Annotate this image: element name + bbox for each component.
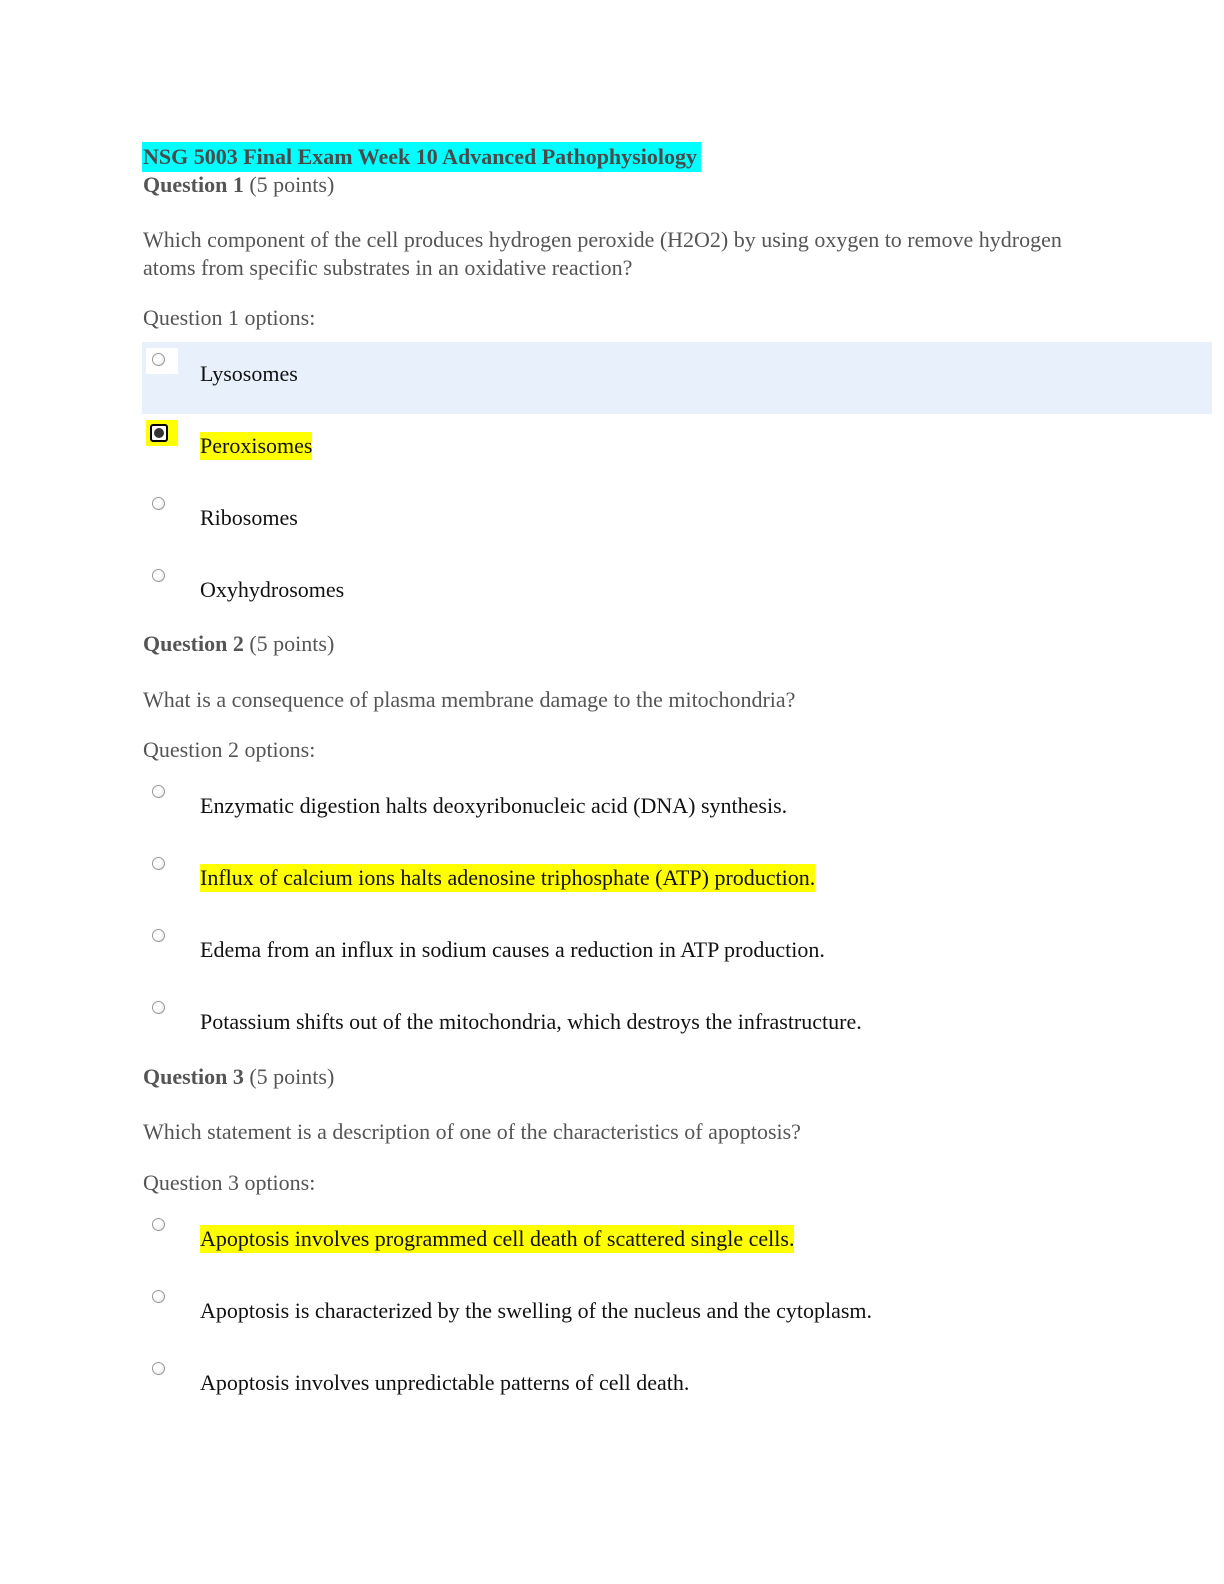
option-text: Oxyhydrosomes <box>200 577 345 602</box>
question-1-option-3[interactable] <box>142 486 1212 558</box>
radio-wrap <box>146 924 178 950</box>
radio-wrap <box>146 1285 178 1311</box>
question-2-option-3[interactable] <box>142 918 1212 990</box>
radio-button-icon[interactable] <box>152 929 165 942</box>
question-1-option-4[interactable] <box>142 558 1212 630</box>
option-text: Apoptosis involves unpredictable patterns of cell death. <box>200 1370 690 1395</box>
radio-wrap <box>146 852 178 878</box>
radio-wrap <box>146 996 178 1022</box>
option-text: Enzymatic digestion halts deoxyribonucleic acid (DNA) synthesis. <box>200 793 788 818</box>
question-2-text: What is a consequence of plasma membrane damage to the mitochondria? <box>143 687 796 712</box>
question-1-header <box>143 171 334 199</box>
radio-button-icon[interactable] <box>152 1218 165 1231</box>
question-2-option-2[interactable] <box>142 846 1212 918</box>
radio-wrap <box>146 348 178 374</box>
question-1-points: (5 points) <box>249 172 335 197</box>
option-text: Apoptosis is characterized by the swelling of the nucleus and the cytoplasm. <box>200 1298 873 1323</box>
question-2-options-label: Question 2 options: <box>143 737 316 762</box>
question-3-option-1[interactable] <box>142 1207 1212 1279</box>
question-3-option-3[interactable] <box>142 1351 1212 1423</box>
radio-button-icon[interactable] <box>152 1290 165 1303</box>
radio-button-icon[interactable] <box>152 353 165 366</box>
radio-button-icon[interactable] <box>152 497 165 510</box>
option-text: Influx of calcium ions halts adenosine triphosphate (ATP) production. <box>200 865 816 890</box>
question-3-header <box>143 1063 334 1091</box>
question-3-label: Question 3 <box>143 1064 244 1089</box>
question-2-label: Question 2 <box>143 631 244 656</box>
radio-wrap <box>146 492 178 518</box>
radio-button-icon[interactable] <box>152 1362 165 1375</box>
radio-wrap <box>146 420 178 446</box>
radio-wrap <box>146 1357 178 1383</box>
option-text: Potassium shifts out of the mitochondria, which destroys the infrastructure. <box>200 1009 862 1034</box>
radio-wrap <box>146 780 178 806</box>
radio-wrap <box>146 564 178 590</box>
question-3-text: Which statement is a description of one of the characteristics of apoptosis? <box>143 1119 801 1144</box>
question-2-option-4[interactable] <box>142 990 1212 1062</box>
radio-wrap <box>146 1213 178 1239</box>
question-2-header <box>143 630 334 658</box>
radio-button-icon[interactable] <box>152 569 165 582</box>
question-3-points: (5 points) <box>249 1064 335 1089</box>
option-text: Edema from an influx in sodium causes a reduction in ATP production. <box>200 937 825 962</box>
radio-button-icon[interactable] <box>152 1001 165 1014</box>
question-1-text: Which component of the cell produces hydrogen peroxide (H2O2) by using oxygen to remove hydrogen atoms from specific substrates in an oxidative reaction? <box>143 227 1062 280</box>
document-title: NSG 5003 Final Exam Week 10 Advanced Pathophysiology <box>142 142 701 172</box>
radio-button-icon[interactable] <box>152 857 165 870</box>
option-text: Peroxisomes <box>200 433 313 458</box>
question-2-points: (5 points) <box>249 631 335 656</box>
radio-button-icon[interactable] <box>152 785 165 798</box>
question-1-label: Question 1 <box>143 172 244 197</box>
option-text: Lysosomes <box>200 361 298 386</box>
question-1-option-1[interactable] <box>142 342 1212 414</box>
question-2-option-1[interactable] <box>142 774 1212 846</box>
option-text: Ribosomes <box>200 505 298 530</box>
question-1-option-2[interactable] <box>142 414 1212 486</box>
question-3-option-2[interactable] <box>142 1279 1212 1351</box>
option-text: Apoptosis involves programmed cell death of scattered single cells. <box>200 1226 795 1251</box>
question-1-options-label: Question 1 options: <box>143 305 316 330</box>
question-3-options-label: Question 3 options: <box>143 1170 316 1195</box>
radio-button-selected-icon[interactable] <box>150 424 168 442</box>
